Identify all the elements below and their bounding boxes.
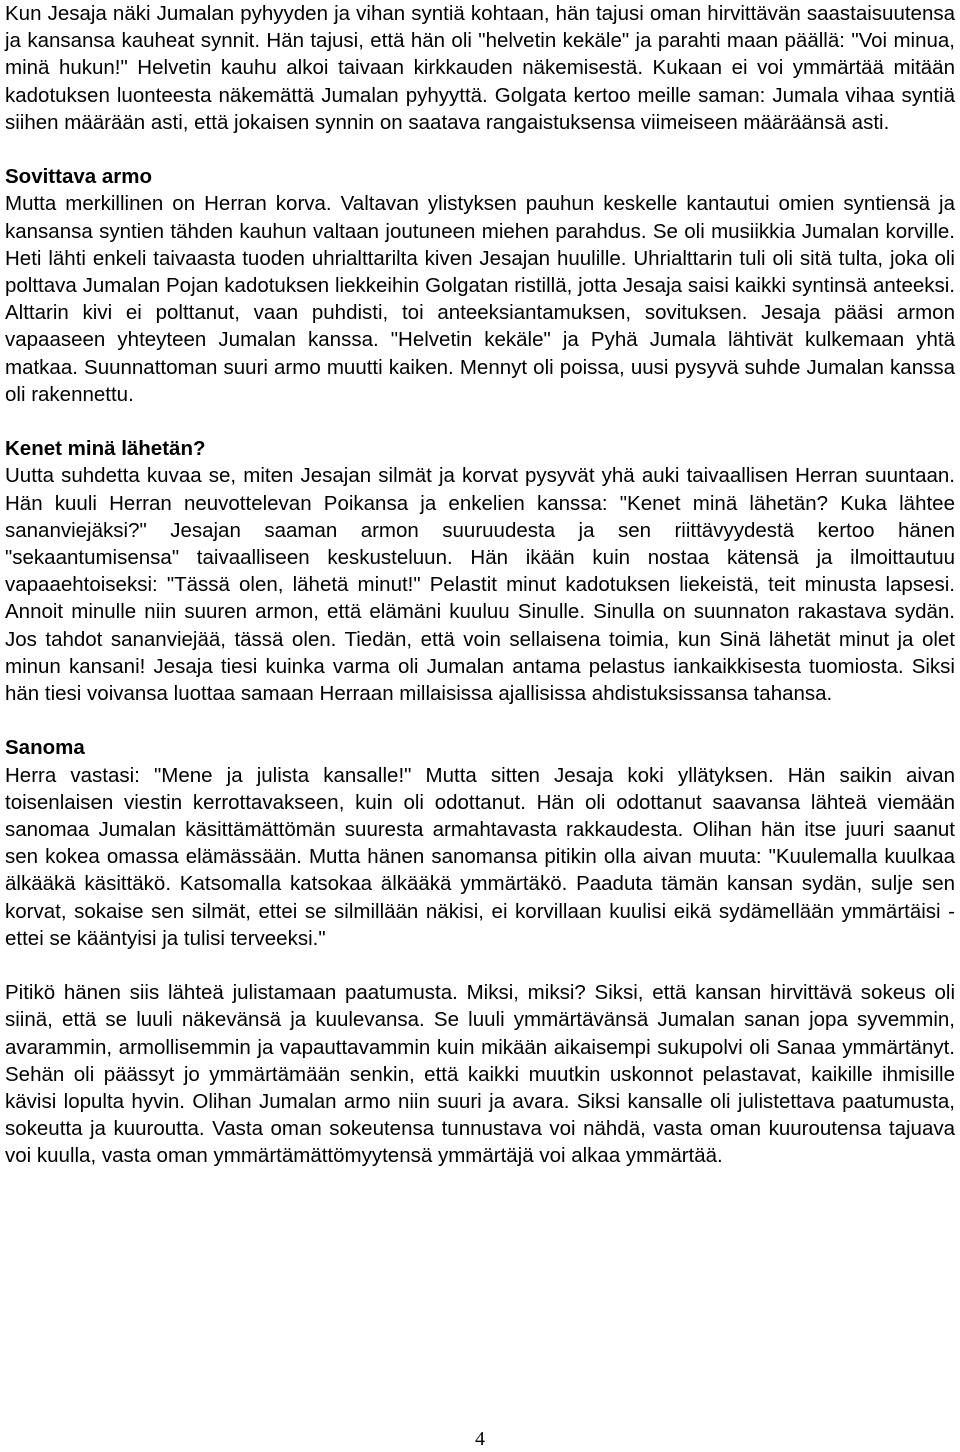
heading-sovittava-armo: Sovittava armo (5, 165, 152, 189)
paragraph-sovittava-armo: Mutta merkillinen on Herran korva. Valtavan ylistyksen pauhun keskelle kantautui omien syntiensä ja kansansa syntien tähden kauhun valtaan joutuneen miehen parahdus. Se oli musiikkia Jumalan korville. Heti lähti enkeli taivaasta tuoden uhrialttarilta kiven Jesajan huulille. Uhrialttarin tuli oli sitä tulta, joka oli polttava Jumalan Pojan kadotuksen liekkeihin Golgatan ristillä, jotta Jesaja saisi kaikki syntinsä anteeksi. Alttarin kivi ei polttanut, vaan puhdisti, toi anteeksiantamuksen, sovituksen. Jesaja pääsi armon vapaaseen yhteyteen Jumalan kanssa. "Helvetin kekäle" ja Pyhä Jumala lähtivät kulkemaan yhtä matkaa. Suunnattoman suuri armo muutti kaiken. Mennyt oli poissa, uusi pysyvä suhde Jumalan kanssa oli rakennettu. (5, 192, 955, 406)
page-number: 4 (475, 1428, 485, 1450)
heading-sanoma: Sanoma (5, 736, 85, 760)
paragraph-sanoma: Herra vastasi: "Mene ja julista kansalle!" Mutta sitten Jesaja koki yllätyksen. Hän saikin aivan toisenlaisen viestin kerrottavakseen, kuin oli odottanut. Hän oli odottanut saavansa lähteä viemään sanomaa Jumalan käsittämättömän suuresta armahtavasta rakkaudesta. Olihan hän itse juuri saanut sen kokea omassa elämässään. Mutta hänen sanomansa pitikin olla aivan muuta: "Kuulemalla kuulkaa älkääkä käsittäkö. Katsomalla katsokaa älkääkä ymmärtäkö. Paaduta tämän kansan sydän, sulje sen korvat, sokaise sen silmät, ettei se silmillään näkisi, ei korvillaan kuulisi eikä sydämellään ymmärtäisi - ettei se kääntyisi ja tulisi terveeksi." (5, 763, 955, 950)
heading-kenet-mina-lahetan: Kenet minä lähetän? (5, 437, 206, 461)
paragraph-kenet-mina-lahetan: Uutta suhdetta kuvaa se, miten Jesajan silmät ja korvat pysyvät yhä auki taivaallisen Herran suuntaan. Hän kuuli Herran neuvottelevan Poikansa ja enkelien kanssa: "Kenet minä lähetän? Kuka lähtee sananviejäksi?" Jesajan saaman armon suuruudesta ja sen riittävyydestä kertoo hänen "sekaantumisensa" taivaalliseen keskusteluun. Hän ikään kuin nostaa kätensä ja ilmoittautuu vapaaehtoiseksi: "Tässä olen, lähetä minut!" Pelastit minut kadotuksen liekeistä, teit minusta lapsesi. Annoit minulle niin suuren armon, että elämäni kuuluu Sinulle. Sinulla on suunnaton rakastava sydän. Jos tahdot sananviejää, tässä olen. Tiedän, että voin sellaisena toimia, kun Sinä lähetät minut ja olet minun kansani! Jesaja tiesi kuinka varma oli Jumalan antama pelastus iankaikkisesta tuomiosta. Siksi hän tiesi voivansa luottaa samaan Herraan millaisissa ajallisissa ahdistuksissansa tahansa. (5, 464, 955, 706)
spacer (5, 408, 955, 435)
spacer (5, 707, 955, 734)
document-page (5, 0, 955, 1170)
spacer (5, 136, 955, 163)
paragraph-intro: Kun Jesaja näki Jumalan pyhyyden ja vihan syntiä kohtaan, hän tajusi oman hirvittävän saastaisuutensa ja kansansa kauheat synnit. Hän tajusi, että hän oli "helvetin kekäle" ja parahti maan päällä: "Voi minua, minä hukun!" Helvetin kauhu alkoi taivaan kirkkauden näkemisestä. Kukaan ei voi ymmärtää mitään kadotuksen luonteesta näkemättä Jumalan pyhyyttä. Golgata kertoo meille saman: Jumala vihaa syntiä siihen määrään asti, että jokaisen synnin on saatava rangaistuksensa viimeiseen määräänsä asti. (5, 2, 955, 134)
spacer (5, 952, 955, 979)
paragraph-paatumus: Pitikö hänen siis lähteä julistamaan paatumusta. Miksi, miksi? Siksi, että kansan hirvittävä sokeus oli siinä, että se luuli näkevänsä ja kuulevansa. Se luuli ymmärtävänsä Jumalan sanan jopa syvemmin, avarammin, armollisemmin ja vapauttavammin kuin mikään aikaisempi sukupolvi oli Sanaa ymmärtänyt. Sehän oli päässyt jo ymmärtämään senkin, että kaikki muutkin uskonnot pelastavat, kaikille ihmisille kävisi lopulta hyvin. Olihan Jumalan armo niin suuri ja avara. Siksi kansalle oli julistettava paatumusta, sokeutta ja kuuroutta. Vasta oman sokeutensa tunnustava voi nähdä, vasta oman kuuroutensa tajuava voi kuulla, vasta oman ymmärtämättömyytensä ymmärtäjä voi alkaa ymmärtää. (5, 981, 955, 1168)
